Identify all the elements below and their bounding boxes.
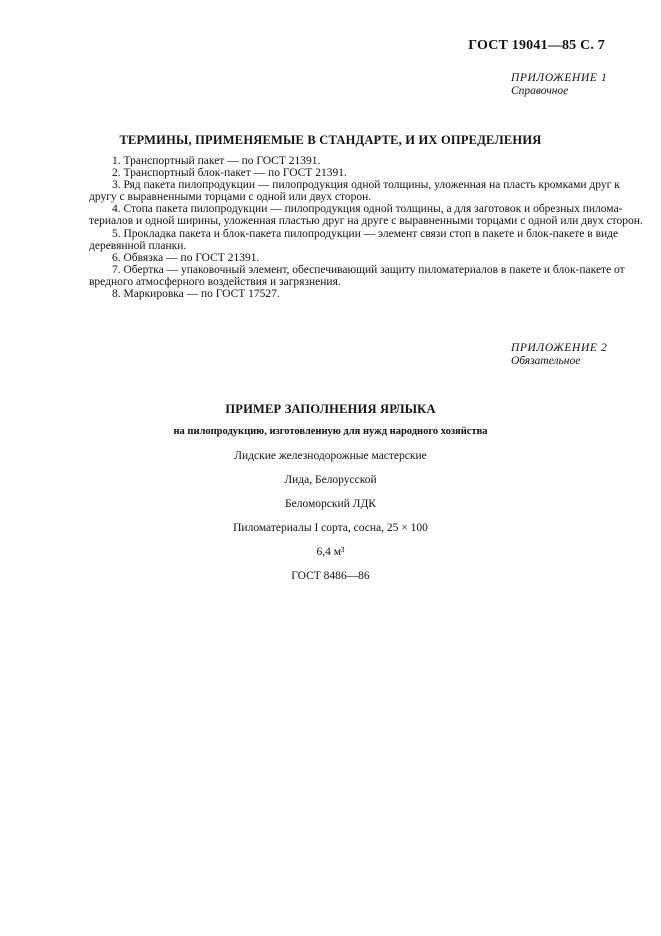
terms-line: 6. Обвязка — по ГОСТ 21391. [89, 251, 260, 264]
page-header: ГОСТ 19041—85 С. 7 [468, 38, 605, 53]
appendix-2-title: ПРИЛОЖЕНИЕ 2 [511, 342, 608, 354]
terms-line: 5. Прокладка пакета и блок-пакета пилопродукции — элемент связи стоп в пакете и блок-пакете в виде [89, 227, 619, 240]
appendix-1-title: ПРИЛОЖЕНИЕ 1 [511, 72, 608, 84]
label-line-product: Пиломатериалы I сорта, сосна, 25 × 100 [233, 522, 428, 534]
label-line-manufacturer: Лидские железнодорожные мастерские [234, 450, 427, 462]
appendix-2-heading [511, 342, 607, 368]
terms-line: 7. Обертка — упаковочный элемент, обеспечивающий защиту пиломатериалов в пакете и блок-пакете от [89, 263, 625, 276]
label-line-volume: 6,4 м³ [316, 546, 345, 558]
label-line-station: Лида, Белорусской [284, 474, 377, 486]
appendix-2-status: Обязательное [511, 355, 581, 367]
label-example [0, 450, 661, 594]
terms-line: другу с выравненными торцами с одной или двух сторон. [89, 191, 372, 204]
label-example-title: ПРИМЕР ЗАПОЛНЕНИЯ ЯРЛЫКА [225, 402, 436, 416]
appendix-1-status: Справочное [511, 85, 569, 97]
terms-section-title: ТЕРМИНЫ, ПРИМЕНЯЕМЫЕ В СТАНДАРТЕ, И ИХ ОПРЕДЕЛЕНИЯ [119, 133, 542, 147]
terms-line: деревянной планки. [89, 239, 187, 252]
appendix-1-heading [511, 72, 607, 98]
terms-line: 1. Транспортный пакет — по ГОСТ 21391. [89, 155, 321, 167]
terms-line: 4. Стопа пакета пилопродукции — пилопродукция одной толщины, а для заготовок и обрезных пиломa- [89, 203, 623, 216]
label-example-subtitle: на пилопродукцию, изготовленную для нужд народного хозяйства [173, 426, 488, 437]
terms-list [89, 155, 643, 301]
terms-line: 2. Транспортный блок-пакет — по ГОСТ 21391. [89, 167, 347, 180]
label-line-standard: ГОСТ 8486—86 [291, 570, 370, 582]
label-line-consignor: Беломорский ЛДК [285, 498, 376, 510]
terms-line: 3. Ряд пакета пилопродукции — пилопродукция одной толщины, уложенная на пласть кромками друг к [89, 179, 620, 192]
terms-line: териалов и одной ширины, уложенная пластью друг на друге с выравненными торцами с одной или двух сторон. [89, 215, 643, 228]
terms-line: 8. Маркировка — по ГОСТ 17527. [89, 288, 280, 301]
terms-line: вредного атмосферного воздействия и загрязнения. [89, 275, 341, 288]
